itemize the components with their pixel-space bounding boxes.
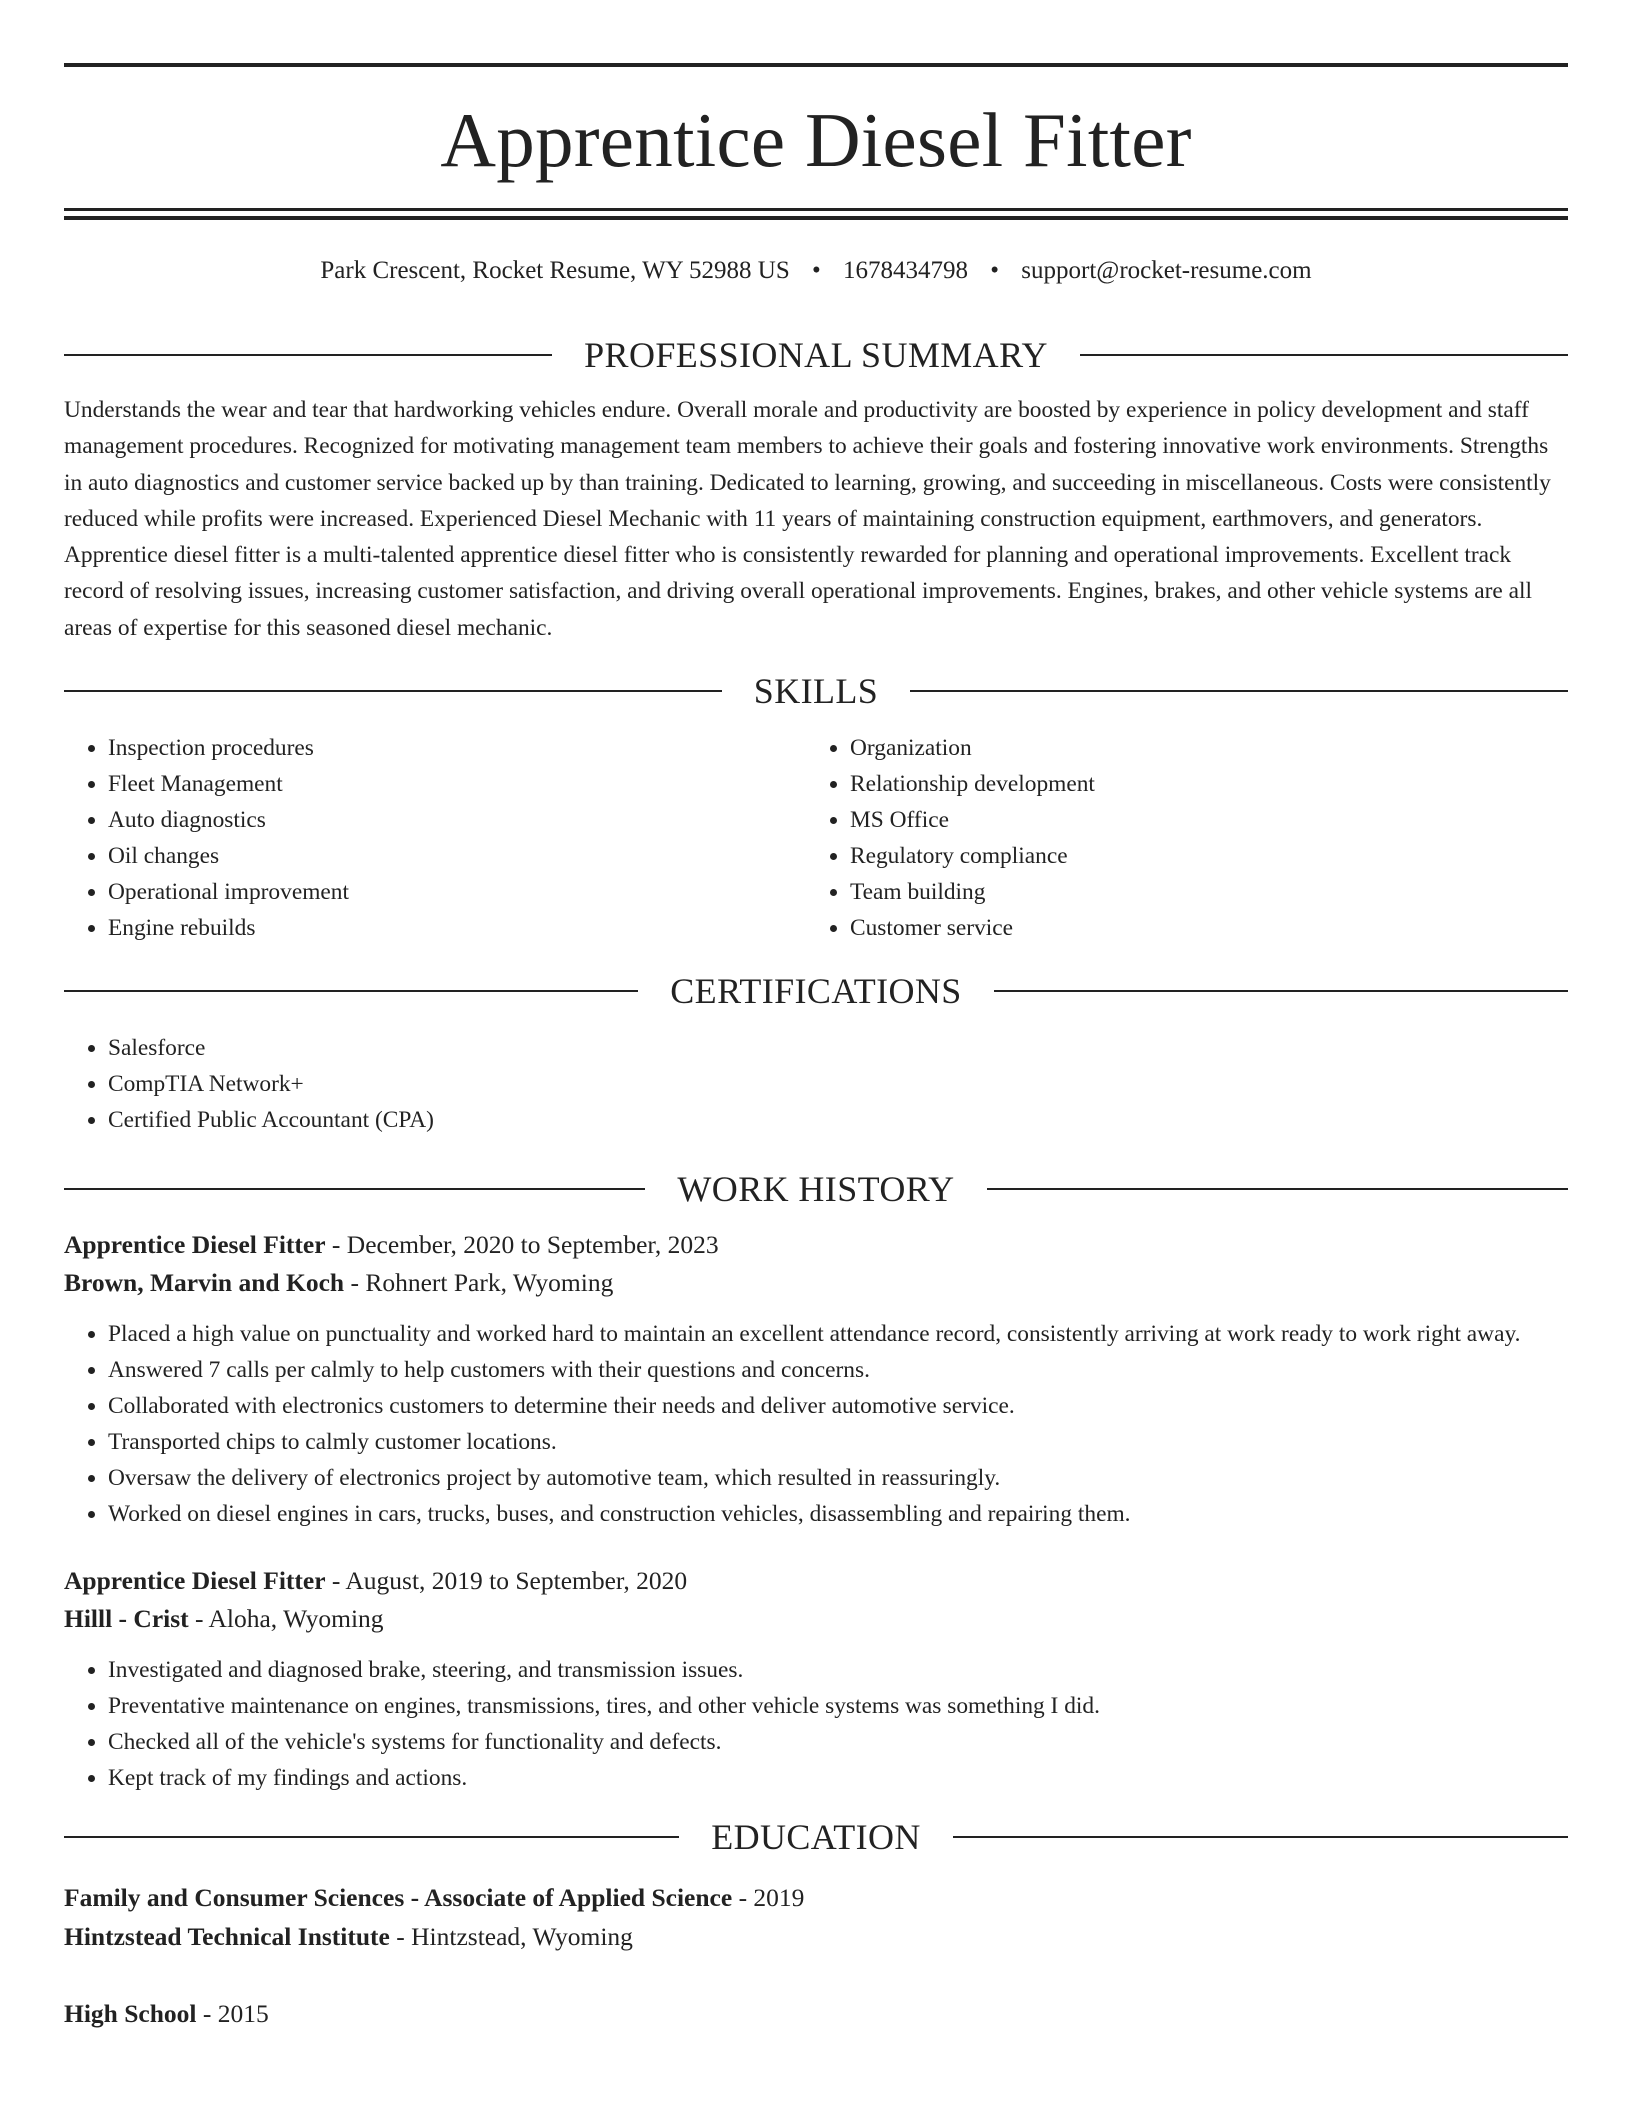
work-history <box>64 1226 1568 1796</box>
education-degree-line <box>64 1878 1568 1917</box>
section-title-skills <box>64 664 1568 718</box>
section-label: EDUCATION <box>711 1817 921 1858</box>
skill-item: • Oil changes <box>108 838 806 874</box>
job-bullet: • Worked on diesel engines in cars, trucks, buses, and construction vehicles, disassembling and repairing them. <box>108 1496 1568 1532</box>
certification-item: • Salesforce <box>108 1030 1568 1066</box>
section-title-work-history <box>64 1162 1568 1216</box>
header-double-rule-upper <box>64 208 1568 211</box>
contact-separator: • <box>812 257 821 284</box>
job-entry <box>64 1226 1568 1532</box>
job-company: Brown, Marvin and Koch <box>64 1268 345 1298</box>
skill-item: • Fleet Management <box>108 766 806 802</box>
skill-item: • Inspection procedures <box>108 730 806 766</box>
skills-list-right <box>806 730 1548 946</box>
job-location: - Rohnert Park, Wyoming <box>344 1268 614 1298</box>
education-school: Hintzstead Technical Institute <box>64 1922 390 1952</box>
education-degree-line <box>64 1994 1568 2033</box>
section-title-education <box>64 1810 1568 1864</box>
job-company-line <box>64 1264 1568 1302</box>
contact-email: support@rocket-resume.com <box>1021 257 1312 284</box>
skill-item: • Customer service <box>850 910 1548 946</box>
job-role: Apprentice Diesel Fitter <box>64 1566 326 1596</box>
job-bullets <box>64 1652 1568 1796</box>
job-bullet: • Oversaw the delivery of electronics project by automotive team, which resulted in reassuringly. <box>108 1460 1568 1496</box>
skills-columns <box>64 730 1568 946</box>
section-label: CERTIFICATIONS <box>670 971 962 1012</box>
section-title-certifications <box>64 964 1568 1018</box>
section-label: SKILLS <box>753 671 879 712</box>
certification-item: • Certified Public Accountant (CPA) <box>108 1102 1568 1138</box>
contact-separator: • <box>990 257 1000 284</box>
job-company: Hilll - Crist <box>64 1604 189 1634</box>
resume-content <box>64 328 1568 2033</box>
section-rule-right <box>1080 354 1568 356</box>
skill-item: • Auto diagnostics <box>108 802 806 838</box>
job-bullet: • Answered 7 calls per calmly to help customers with their questions and concerns. <box>108 1352 1568 1388</box>
section-rule-right <box>910 690 1568 692</box>
section-label: WORK HISTORY <box>677 1169 955 1210</box>
header-top-rule <box>64 63 1568 67</box>
section-rule-left <box>64 354 552 356</box>
job-location: - Aloha, Wyoming <box>188 1604 384 1634</box>
job-bullet: • Kept track of my findings and actions. <box>108 1760 1568 1796</box>
job-entry <box>64 1562 1568 1796</box>
job-spacer <box>64 1532 1568 1562</box>
education-spacer <box>64 1956 1568 1994</box>
job-bullet: • Transported chips to calmly customer locations. <box>108 1424 1568 1460</box>
skill-item: • Engine rebuilds <box>108 910 806 946</box>
job-bullet: • Collaborated with electronics customers to determine their needs and deliver automotive service. <box>108 1388 1568 1424</box>
job-dates: - December, 2020 to September, 2023 <box>325 1230 719 1260</box>
section-rule-left <box>64 1188 645 1190</box>
certification-item: • CompTIA Network+ <box>108 1066 1568 1102</box>
section-rule-right <box>994 990 1568 992</box>
contact-address: Park Crescent, Rocket Resume, WY 52988 US <box>320 257 790 284</box>
skill-item: • Organization <box>850 730 1548 766</box>
job-role: Apprentice Diesel Fitter <box>64 1230 326 1260</box>
job-bullet: • Placed a high value on punctuality and worked hard to maintain an excellent attendance record, consistently arriving at work ready to work right away. <box>108 1316 1568 1352</box>
education-entry <box>64 1994 1568 2033</box>
job-title-line <box>64 1562 1568 1600</box>
skill-item: • MS Office <box>850 802 1548 838</box>
contact-phone: 1678434798 <box>843 257 969 284</box>
education-location: - Hintzstead, Wyoming <box>389 1922 633 1952</box>
education-degree: High School <box>64 1999 197 2029</box>
summary-text: Understands the wear and tear that hardworking vehicles endure. Overall morale and productivity are boosted by experience in policy development and staff management procedures. Recognized for motivating management team members to achieve their goals and fostering innovative work environments. Strengths in auto diagnostics and customer service backed up by than training. Dedicated to learning, growing, and succeeding in miscellaneous. Costs were consistently reduced while profits were increased. Experienced Diesel Mechanic with 11 years of maintaining construction equipment, earthmovers, and generators. Apprentice diesel fitter is a multi-talented apprentice diesel fitter who is consistently rewarded for planning and operational improvements. Excellent track record of resolving issues, increasing customer satisfaction, and driving overall operational improvements. Engines, brakes, and other vehicle systems are all areas of expertise for this seasoned diesel mechanic. <box>64 397 1551 641</box>
skill-item: • Team building <box>850 874 1548 910</box>
job-bullets <box>64 1316 1568 1532</box>
job-title-line <box>64 1226 1568 1264</box>
section-label: PROFESSIONAL SUMMARY <box>584 335 1048 375</box>
job-bullet: • Checked all of the vehicle's systems for functionality and defects. <box>108 1724 1568 1760</box>
certifications-list <box>64 1030 1568 1138</box>
job-company-line <box>64 1600 1568 1638</box>
skill-item: • Operational improvement <box>108 874 806 910</box>
skills-list-left <box>64 730 806 946</box>
section-rule-left <box>64 690 722 692</box>
header-double-rule-lower <box>64 216 1568 220</box>
education-degree: Family and Consumer Sciences - Associate of Applied Science <box>64 1883 733 1913</box>
education-year: - 2019 <box>732 1883 805 1913</box>
education-year: - 2015 <box>196 1999 269 2029</box>
resume-name: Apprentice Diesel Fitter <box>440 97 1192 183</box>
section-title-summary <box>64 328 1568 382</box>
education-entry <box>64 1878 1568 1956</box>
skill-item: • Relationship development <box>850 766 1548 802</box>
section-rule-left <box>64 990 638 992</box>
section-rule-left <box>64 1836 679 1838</box>
section-rule-right <box>987 1188 1568 1190</box>
job-bullet: • Investigated and diagnosed brake, steering, and transmission issues. <box>108 1652 1568 1688</box>
education-list <box>64 1878 1568 2033</box>
education-school-line <box>64 1917 1568 1956</box>
job-bullet: • Preventative maintenance on engines, transmissions, tires, and other vehicle systems was something I did. <box>108 1688 1568 1724</box>
job-dates: - August, 2019 to September, 2020 <box>325 1566 688 1596</box>
contact-line <box>64 254 1568 288</box>
skill-item: • Regulatory compliance <box>850 838 1548 874</box>
section-rule-right <box>953 1836 1568 1838</box>
